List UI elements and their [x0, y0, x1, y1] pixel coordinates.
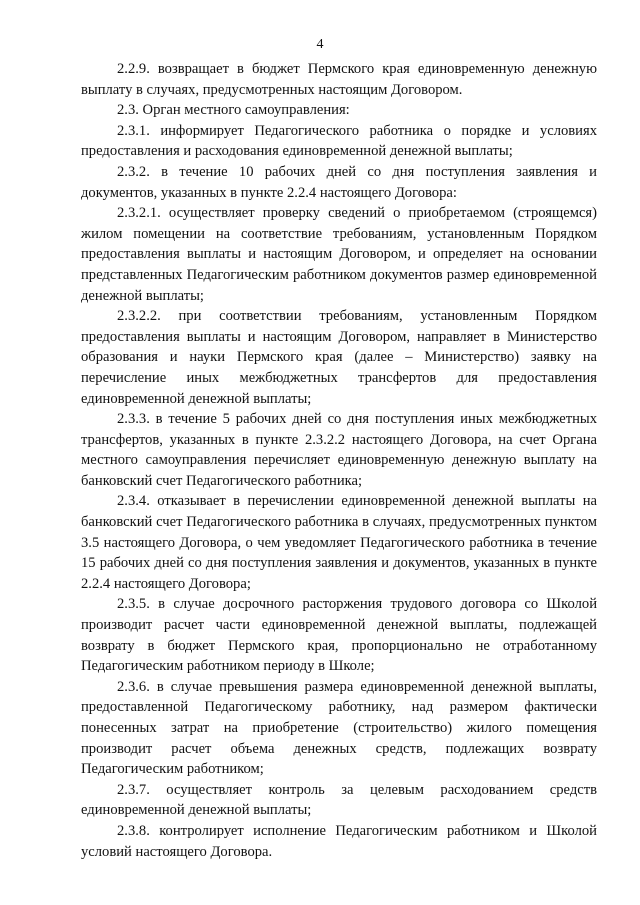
paragraph-2-3-5: 2.3.5. в случае досрочного расторжения трудового договора со Школой производит расчет части единовременной денежной выплаты, подлежащей возврату в бюджет Пермского края, пропорционально не отработанному Педагогическим работником периоду в Школе;: [81, 596, 597, 675]
document-body: [81, 59, 597, 862]
paragraph-2-3-8: 2.3.8. контролирует исполнение Педагогическим работником и Школой условий настоящего Договора.: [81, 822, 597, 860]
paragraph-2-3-6: 2.3.6. в случае превышения размера единовременной денежной выплаты, предоставленной Педагогическому работнику, над размером фактически понесенных затрат на приобретение (строительство) жилого помещения производит расчет объема денежных средств, подлежащих возврату Педагогическим работником;: [81, 678, 597, 778]
paragraph-2-3-2-1: 2.3.2.1. осуществляет проверку сведений о приобретаемом (строящемся) жилом помещении на соответствие требованиям, установленным Порядком предоставления выплаты и настоящим Договором, и определяет на основании представленных Педагогическим работником документов размер единовременной денежной выплаты;: [81, 205, 597, 304]
paragraph-2-3-2-2: 2.3.2.2. при соответствии требованиям, установленным Порядком предоставления выплаты и настоящим Договором, направляет в Министерство образования и науки Пермского края (далее – Министерство) заявку на перечисление иных межбюджетных трансфертов для предоставления единовременной денежной выплаты;: [81, 308, 597, 407]
page-number: 4: [316, 37, 324, 52]
paragraph-2-3: 2.3. Орган местного самоуправления:: [117, 102, 350, 119]
paragraph-2-3-3: 2.3.3. в течение 5 рабочих дней со дня поступления иных межбюджетных трансфертов, указанных в пункте 2.3.2.2 настоящего Договора, на счет Органа местного самоуправления перечисляет единовременную денежную выплату на банковский счет Педагогического работника;: [81, 411, 597, 489]
paragraph-2-3-2: 2.3.2. в течение 10 рабочих дней со дня поступления заявления и документов, указанных в пункте 2.2.4 настоящего Договора:: [81, 163, 597, 201]
paragraph-2-3-1: 2.3.1. информирует Педагогического работника о порядке и условиях предоставления и расходования единовременной денежной выплаты;: [81, 122, 597, 160]
paragraph-2-3-4: 2.3.4. отказывает в перечислении единовременной денежной выплаты на банковский счет Педагогического работника в случаях, предусмотренных пунктом 3.5 настоящего Договора, о чем уведомляет Педагогического работника в течение 15 рабочих дней со дня поступления заявления и документов, указанных в пункте 2.2.4 настоящего Договора;: [81, 493, 597, 592]
paragraph-2-2-9: 2.2.9. возвращает в бюджет Пермского края единовременную денежную выплату в случаях, предусмотренных настоящим Договором.: [81, 61, 597, 98]
paragraph-2-3-7: 2.3.7. осуществляет контроль за целевым расходованием средств единовременной денежной выплаты;: [81, 781, 597, 819]
